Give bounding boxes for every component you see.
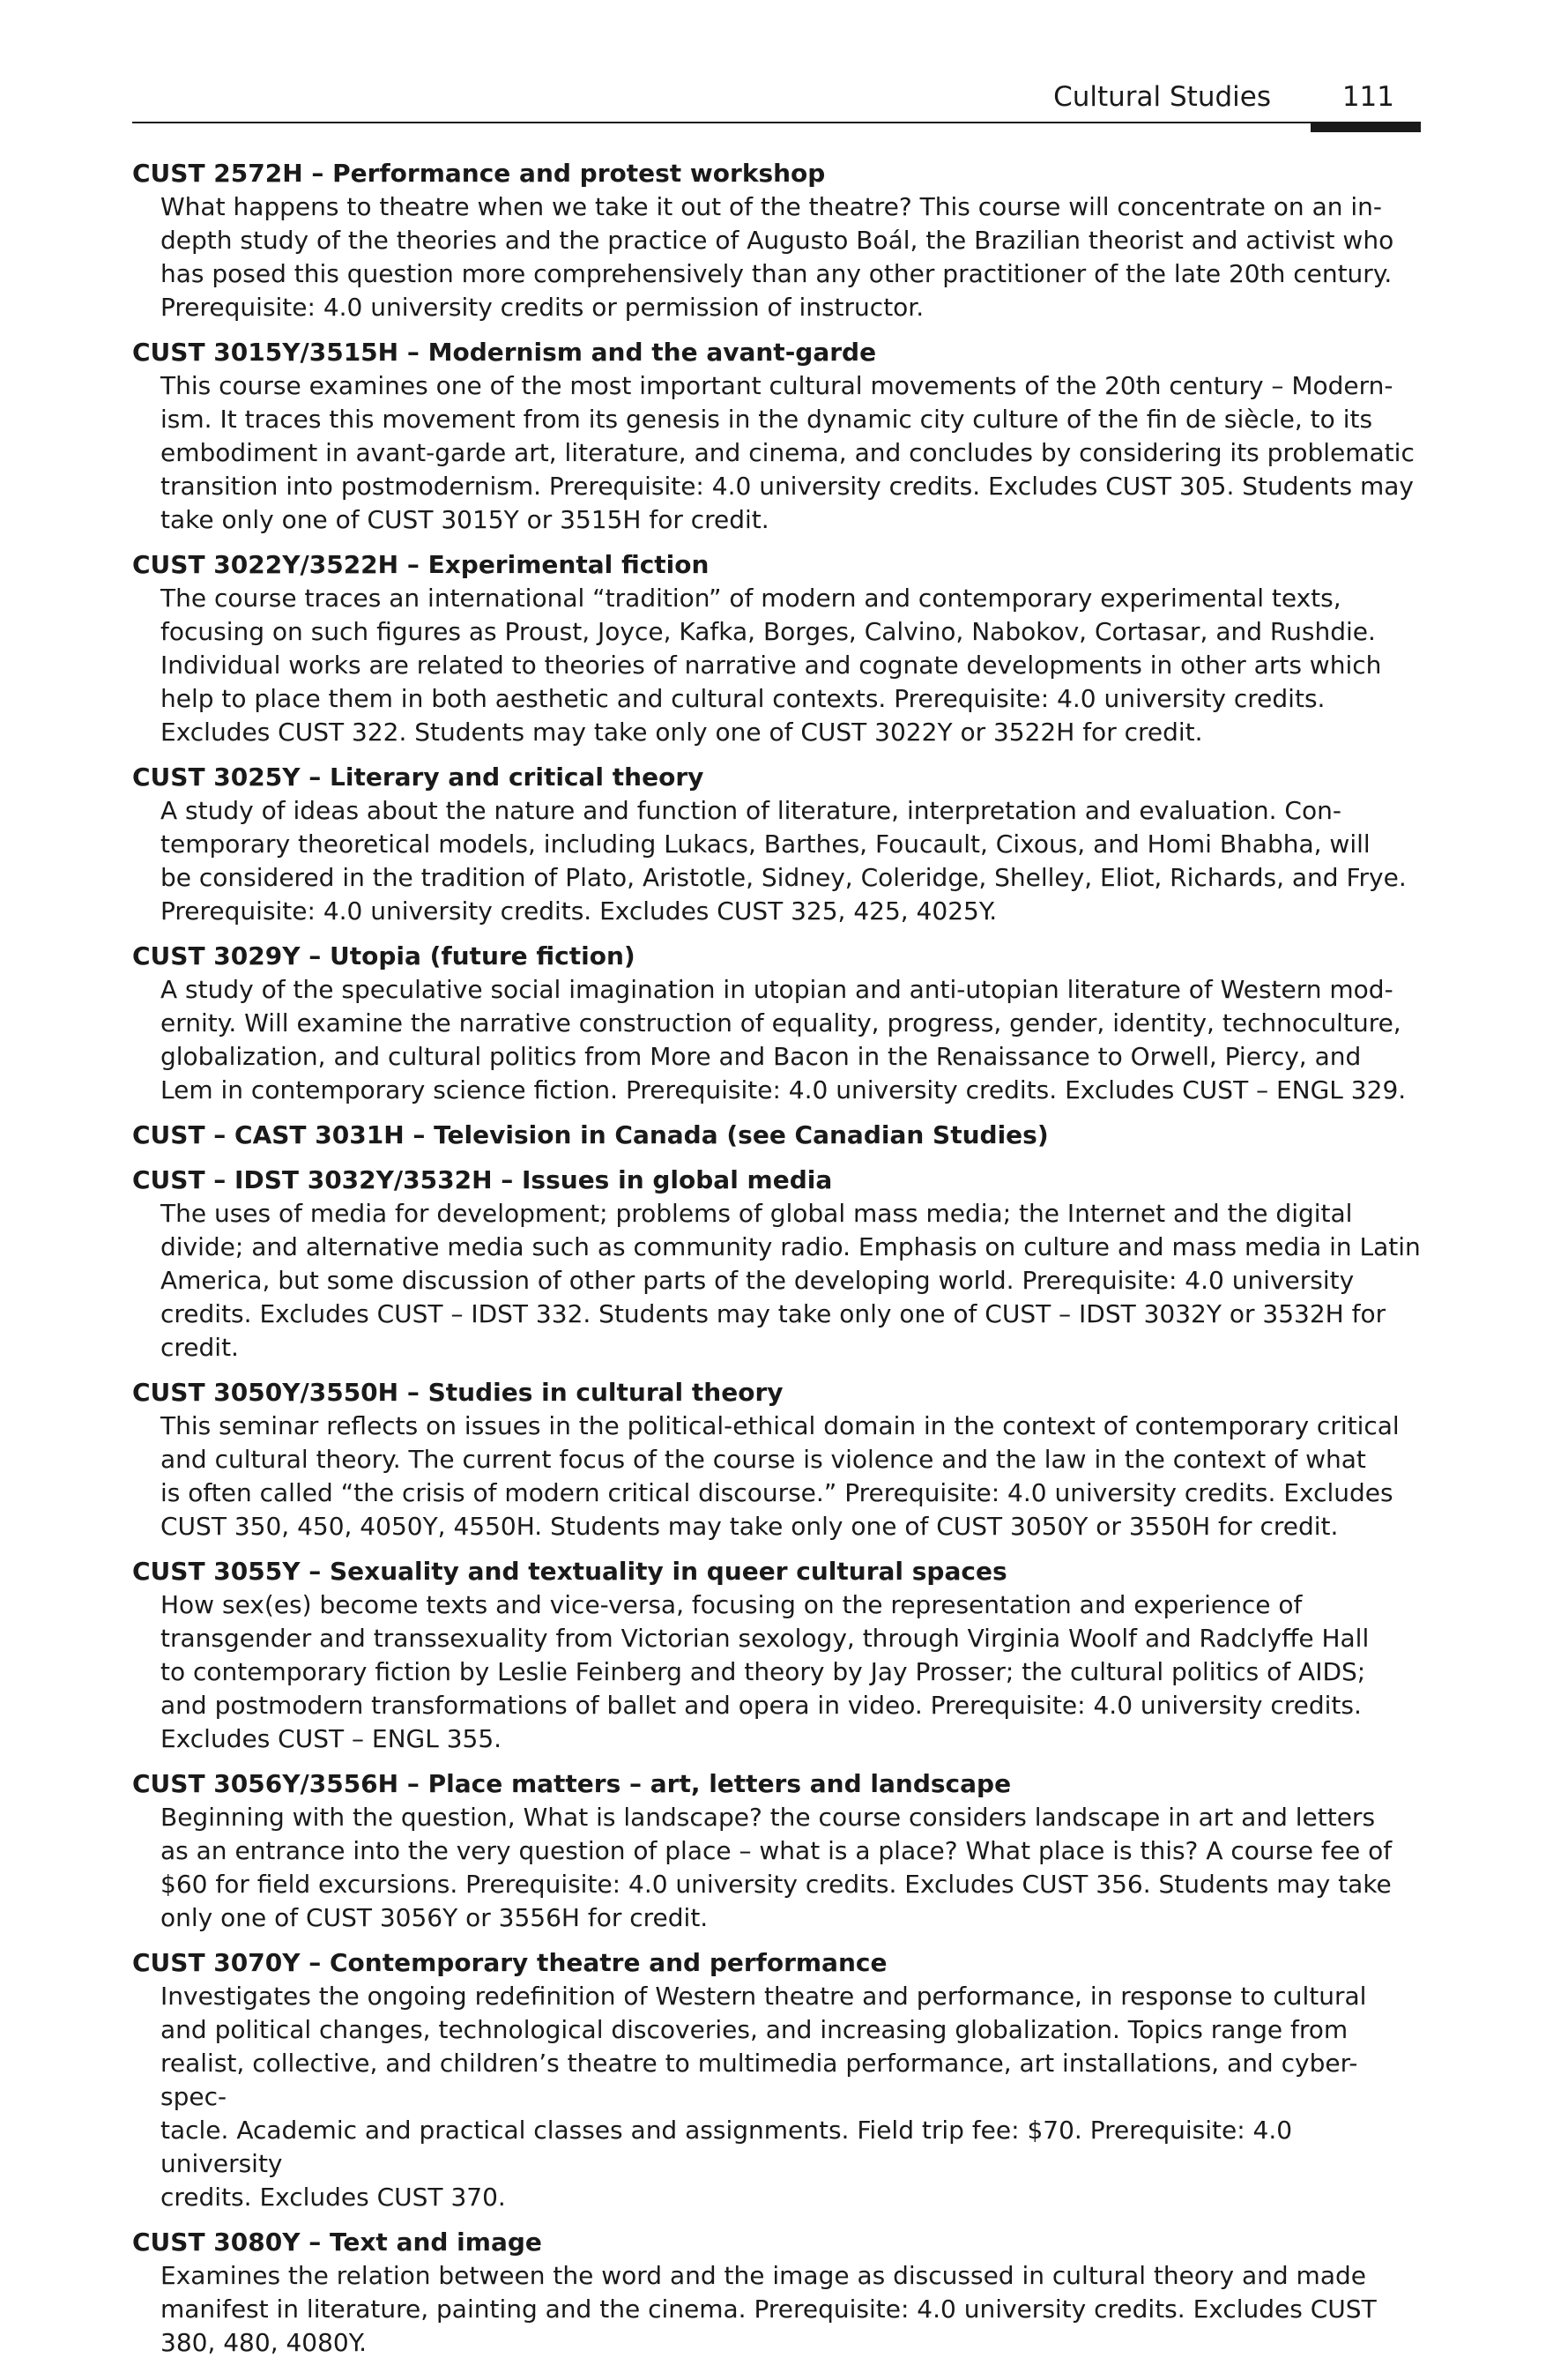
course-list (132, 157, 1421, 2371)
running-head-section: Cultural Studies (1053, 81, 1271, 113)
course-description: This seminar reflects on issues in the political-ethical domain in the context of contemporary critical and cultural theory. The current focus of the course is violence and the law in the context of what is often called “the crisis of modern critical discourse.” Prerequisite: 4.0 university credits. Excludes CUST 350, 450, 4050Y, 4550H. Students may take only one of CUST 3050Y or 3550H for credit. (160, 1411, 1400, 1541)
course-title: CUST 3080Y – Text and image (132, 2228, 542, 2257)
course-title: CUST – CAST 3031H – Television in Canada (see Canadian Studies) (132, 1120, 1049, 1149)
course-entry (132, 940, 1421, 1107)
course-entry (132, 761, 1421, 928)
course-title: CUST – IDST 3032Y/3532H – Issues in global media (132, 1165, 833, 1194)
course-entry (132, 336, 1421, 537)
course-description: A study of ideas about the nature and function of literature, interpretation and evaluation. Con- temporary theoretical models, including Lukacs, Barthes, Foucault, Cixous, and Homi Bhabha, will be considered in the tradition of Plato, Aristotle, Sidney, Coleridge, Shelley, Eliot, Richards, and Frye. Prerequisite: 4.0 university credits. Excludes CUST 325, 425, 4025Y. (160, 796, 1407, 926)
course-title: CUST 3022Y/3522H – Experimental fiction (132, 550, 710, 579)
course-title: CUST 3029Y – Utopia (future fiction) (132, 941, 635, 971)
course-description: How sex(es) become texts and vice-versa, focusing on the representation and experience of transgender and transsexuality from Victorian sexology, through Virginia Woolf and Radclyffe Hall to contemporary fiction by Leslie Feinberg and theory by Jay Prosser; the cultural politics of AIDS; and postmodern transformations of ballet and opera in video. Prerequisite: 4.0 university credits. Excludes CUST – ENGL 355. (160, 1590, 1370, 1753)
course-description: The course traces an international “tradition” of modern and contemporary experimental texts, focusing on such figures as Proust, Joyce, Kafka, Borges, Calvino, Nabokov, Cortasar, and Rushdie. Individual works are related to theories of narrative and cognate developments in other arts which help to place them in both aesthetic and cultural contexts. Prerequisite: 4.0 university credits. Excludes CUST 322. Students may take only one of CUST 3022Y or 3522H for credit. (160, 584, 1382, 747)
course-entry (132, 1376, 1421, 1543)
course-entry (132, 1946, 1421, 2214)
header-tab-marker (1311, 122, 1421, 132)
course-description: Beginning with the question, What is landscape? the course considers landscape in art and letters as an entrance into the very question of place – what is a place? What place is this? A course fee of $60 for field excursions. Prerequisite: 4.0 university credits. Excludes CUST 356. Students may take only one of CUST 3056Y or 3556H for credit. (160, 1803, 1393, 1932)
course-description: A study of the speculative social imagination in utopian and anti-utopian literature of Western mod- ernity. Will examine the narrative construction of equality, progress, gender, identity, technoculture, globalization, and cultural politics from More and Bacon in the Renaissance to Orwell, Piercy, and Lem in contemporary science fiction. Prerequisite: 4.0 university credits. Excludes CUST – ENGL 329. (160, 975, 1407, 1104)
course-title: CUST 3070Y – Contemporary theatre and performance (132, 1948, 888, 1977)
course-description: The uses of media for development; problems of global mass media; the Internet and the digital divide; and alternative media such as community radio. Emphasis on culture and mass media in Latin America, but some discussion of other parts of the developing world. Prerequisite: 4.0 university credits. Excludes CUST – IDST 332. Students may take only one of CUST – IDST 3032Y or 3532H for credit. (160, 1199, 1421, 1362)
course-description: Examines the relation between the word and the image as discussed in cultural theory and made manifest in literature, painting and the cinema. Prerequisite: 4.0 university credits. Excludes CUST 380, 480, 4080Y. (160, 2261, 1377, 2357)
course-title: CUST 3025Y – Literary and critical theory (132, 762, 704, 792)
course-title: CUST 2572H – Performance and protest workshop (132, 159, 826, 188)
course-title: CUST 3056Y/3556H – Place matters – art, letters and landscape (132, 1769, 1012, 1798)
course-entry (132, 157, 1421, 324)
course-title: CUST 3055Y – Sexuality and textuality in queer cultural spaces (132, 1557, 1007, 1586)
course-description: This course examines one of the most important cultural movements of the 20th century – Modern- ism. It traces this movement from its genesis in the dynamic city culture of the fin de siècle, to its embodiment in avant-garde art, literature, and cinema, and concludes by considering its problematic transition into postmodernism. Prerequisite: 4.0 university credits. Excludes CUST 305. Students may take only one of CUST 3015Y or 3515H for credit. (160, 371, 1415, 534)
course-entry (132, 1119, 1421, 1152)
course-title: CUST 3050Y/3550H – Studies in cultural theory (132, 1378, 784, 1407)
course-entry (132, 1767, 1421, 1935)
course-description: Investigates the ongoing redefinition of Western theatre and performance, in response to cultural and political changes, technological discoveries, and increasing globalization. Topics range from realist, collective, and children’s theatre to multimedia performance, art installations, and cyber-spec- tacle. Academic and practical classes and assignments. Field trip fee: $70. Prerequisite: 4.0 university credits. Excludes CUST 370. (160, 1982, 1367, 2212)
page-number: 111 (1341, 81, 1394, 113)
page-header (132, 78, 1421, 123)
course-title: CUST 3015Y/3515H – Modernism and the avant-garde (132, 338, 877, 367)
course-entry (132, 548, 1421, 749)
course-entry (132, 1164, 1421, 1365)
header-rule (132, 122, 1421, 123)
course-description: What happens to theatre when we take it out of the theatre? This course will concentrate on an in- depth study of the theories and the practice of Augusto Boál, the Brazilian theorist and activist who has posed this question more comprehensively than any other practitioner of the late 20th century. Prerequisite: 4.0 university credits or permission of instructor. (160, 192, 1394, 322)
course-entry (132, 1555, 1421, 1756)
course-entry (132, 2226, 1421, 2360)
